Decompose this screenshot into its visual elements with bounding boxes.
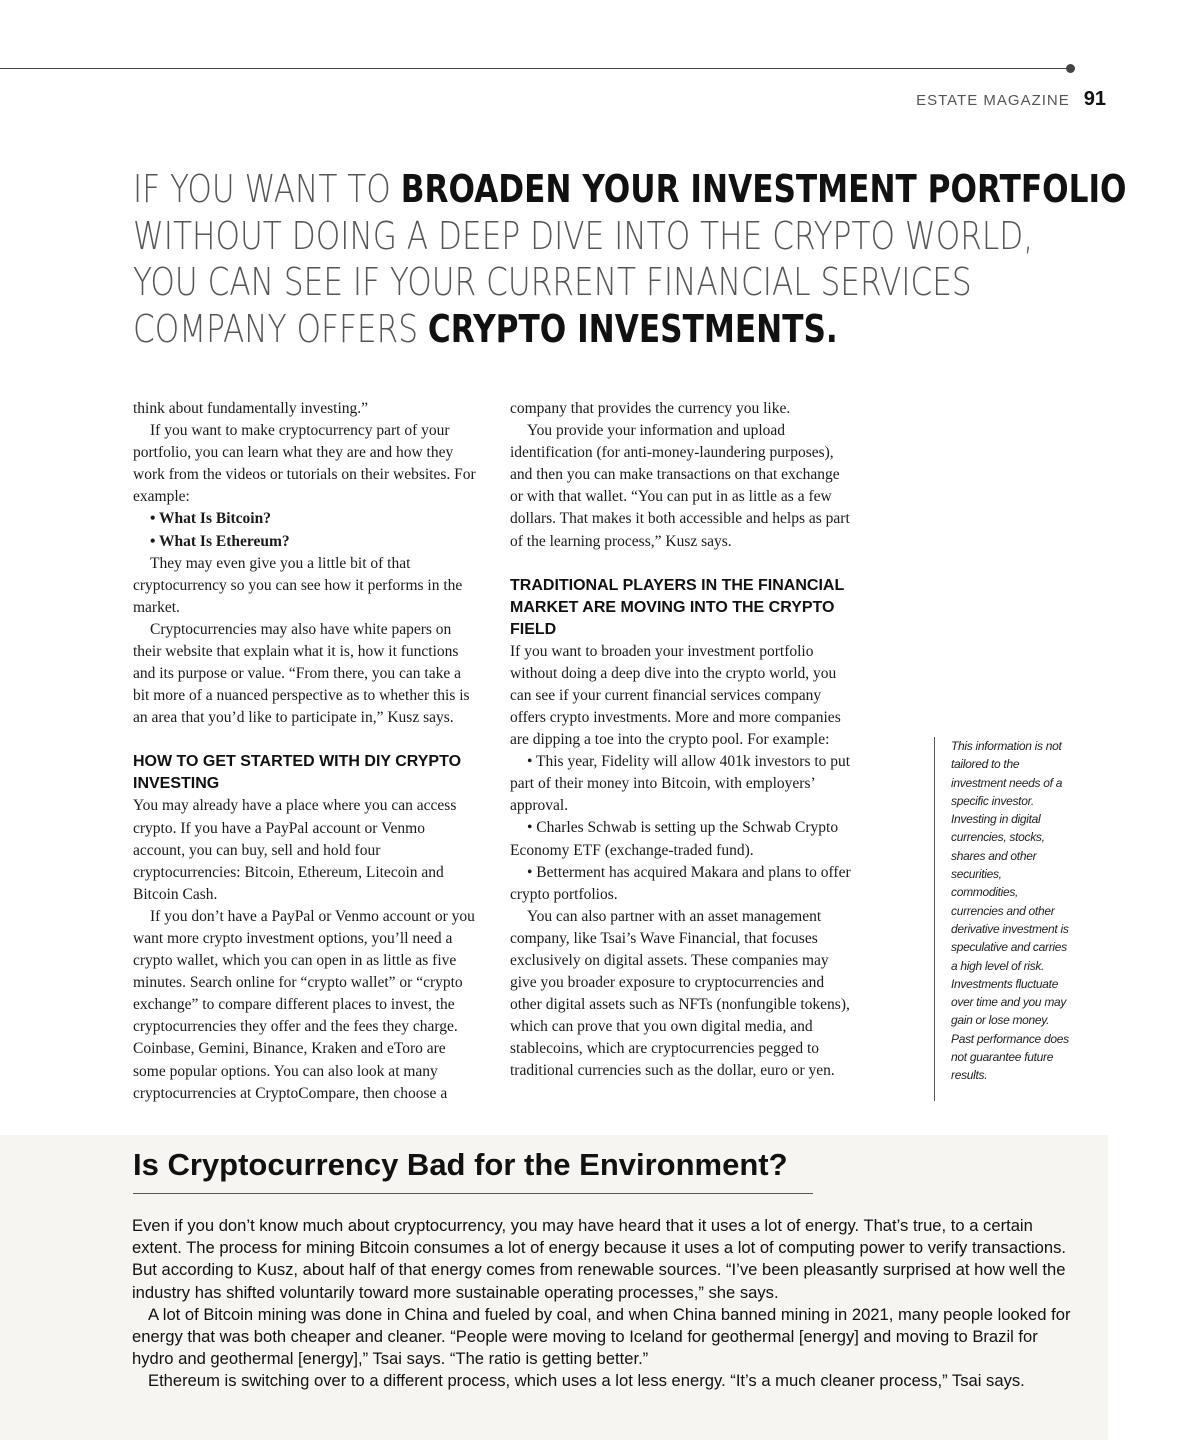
- pull-quote-light-text: COMPANY OFFERS: [133, 306, 428, 351]
- paragraph: Cryptocurrencies may also have white papers on their website that explain what it is, how it functions and its purpose or value. “From there, you can take a bit more of a nuanced perspective as to whether this is an area that you’d like to participate in,” Kusz says.: [133, 620, 470, 727]
- page-header: [916, 88, 1106, 111]
- top-rule: [0, 68, 1070, 69]
- pull-quote-bold-text: CRYPTO INVESTMENTS.: [427, 306, 838, 351]
- list-item: • Charles Schwab is setting up the Schwab Crypto Economy ETF (exchange-traded fund).: [510, 819, 839, 859]
- article-column-1: [133, 398, 478, 1105]
- paragraph: You may already have a place where you can access crypto. If you have a PayPal account or Venmo account, you can buy, sell and hold four cryptocurrencies: Bitcoin, Ethereum, Litecoin and Bitcoin Cash.: [133, 797, 457, 903]
- paragraph: If you don’t have a PayPal or Venmo account or you want more crypto investment options, you’ll need a crypto wallet, which you can open in as little as five minutes. Search online for “crypto wallet” or “crypto exchange” to compare different places to invest, the cryptocurrencies they offer and the fees they charge. Coinbase, Gemini, Binance, Kraken and eToro are some popular options. You can also look at many cryptocurrencies at CryptoCompare, then choose a: [133, 907, 475, 1102]
- article-column-2: [510, 398, 855, 1083]
- list-item: [133, 508, 478, 530]
- list-item: [133, 531, 478, 553]
- paragraph: Even if you don’t know much about cryptocurrency, you may have heard that it uses a lot of energy. That’s true, to a certain extent. The process for mining Bitcoin consumes a lot of energy because it uses a lot of computing power to verify transactions. But according to Kusz, about half of that energy comes from renewable sources. “I’ve been pleasantly surprised at how well the industry has shifted voluntarily toward more sustainable operating processes,” she says.: [132, 1216, 1067, 1302]
- pull-quote-line-1: [133, 166, 1127, 213]
- paragraph: If you want to make cryptocurrency part of your portfolio, you can learn what they are and how they work from the videos or tutorials on their websites. For example:: [133, 422, 476, 506]
- magazine-name: ESTATE MAGAZINE: [916, 92, 1070, 109]
- sidebar-body: [132, 1215, 1077, 1393]
- section-heading: HOW TO GET STARTED WITH DIY CRYPTO INVESTING: [133, 753, 462, 793]
- list-item: • Betterment has acquired Makara and plans to offer crypto portfolios.: [510, 863, 851, 903]
- top-rule-dot: [1066, 64, 1075, 73]
- paragraph: think about fundamentally investing.”: [133, 400, 369, 417]
- list-item: • This year, Fidelity will allow 401k investors to put part of their money into Bitcoin, with employers’ approval.: [510, 753, 851, 815]
- paragraph: You provide your information and upload identification (for anti-money-laundering purposes), and then you can make transactions on that exchange or with that wallet. “You can put in as little as a few dollars. That makes it both accessible and helps as part of the learning process,” Kusz says.: [510, 422, 850, 550]
- pull-quote-bold-text: BROADEN YOUR INVESTMENT PORTFOLIO: [400, 167, 1127, 211]
- paragraph: company that provides the currency you like.: [510, 400, 791, 417]
- page-number: 91: [1083, 88, 1106, 110]
- pull-quote-line-3: YOU CAN SEE IF YOUR CURRENT FINANCIAL SERVICES: [133, 260, 972, 304]
- paragraph: If you want to broaden your investment portfolio without doing a deep dive into the crypto world, you can see if your current financial services company offers crypto investments. More and more companies are dipping a toe into the crypto pool. For example:: [510, 642, 841, 749]
- sidebar-title: Is Cryptocurrency Bad for the Environment?: [133, 1145, 813, 1194]
- paragraph: They may even give you a little bit of that cryptocurrency so you can see how it performs in the market.: [133, 554, 463, 616]
- paragraph: Ethereum is switching over to a different process, which uses a lot less energy. “It’s a much cleaner process,” Tsai says.: [148, 1371, 1025, 1391]
- disclaimer-note: This information is not tailored to the investment needs of a specific investor. Investing in digital currencies, stocks, shares and other securities, commodities, currencies and other derivative investment is speculative and carries a high level of risk. Investments fluctuate over time and you may gain or lose money. Past performance does not guarantee future results.: [934, 737, 1071, 1101]
- paragraph: A lot of Bitcoin mining was done in China and fueled by coal, and when China banned mining in 2021, many people looked for energy that was both cheaper and cleaner. “People were moving to Iceland for geothermal [energy] and moving to Brazil for hydro and geothermal [energy],” Tsai says. “The ratio is getting better.”: [132, 1304, 1071, 1369]
- pull-quote: [133, 166, 1127, 352]
- list-item-text: • What Is Bitcoin?: [150, 510, 271, 528]
- pull-quote-line-4: [133, 306, 1092, 353]
- paragraph: You can also partner with an asset management company, like Tsai’s Wave Financial, that focuses exclusively on digital assets. These companies may give you broader exposure to cryptocurrencies and other digital assets such as NFTs (nonfungible tokens), which can prove that you own digital media, and stablecoins, which are cryptocurrencies pegged to traditional currencies such as the dollar, euro or yen.: [510, 907, 850, 1080]
- section-heading: TRADITIONAL PLAYERS IN THE FINANCIAL MARKET ARE MOVING INTO THE CRYPTO FIELD: [510, 576, 844, 638]
- pull-quote-light-text: IF YOU WANT TO: [133, 167, 401, 211]
- list-item-text: • What Is Ethereum?: [150, 532, 290, 550]
- pull-quote-line-2: WITHOUT DOING A DEEP DIVE INTO THE CRYPTO WORLD,: [133, 213, 1034, 258]
